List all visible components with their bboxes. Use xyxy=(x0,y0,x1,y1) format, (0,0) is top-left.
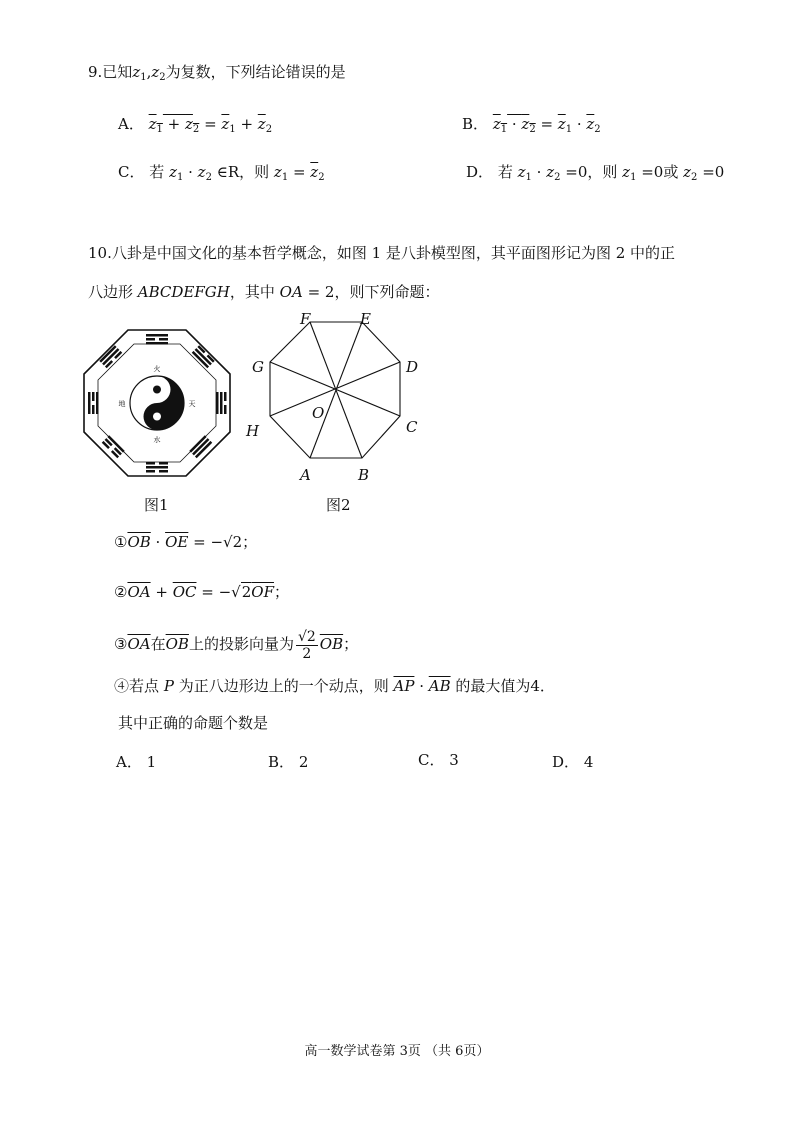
q9-option-d: D． 若 $z_1 \cdot z_2 =0$，则 $z_1 =0$或 $z_2 =0$ xyxy=(466,163,725,183)
proposition-1: $①\overline{OB} \cdot \overline{OE} = -√2$； xyxy=(114,533,258,551)
choice-a: A． 1 xyxy=(116,753,157,771)
q10-stem-line1: 10.八卦是中国文化的基本哲学概念，如图 1 是八卦模型图，其平面图形记为图 2 中的正 xyxy=(88,244,676,262)
q9-stem: 9.已知$z_1,z_2$为复数，下列结论错误的是 xyxy=(88,63,346,83)
svg-text:B: B xyxy=(358,466,370,484)
page-footer: 高一数学试卷第 3页 （共 6页） xyxy=(304,1044,490,1059)
svg-text:G: G xyxy=(252,358,264,376)
figure2-caption: 图2 xyxy=(326,496,351,514)
bagua-figure xyxy=(82,328,232,478)
q9-option-c: C． 若 $z_1 \cdot z_2$ ∈R，则 $z_1 = \overline{z}_2$ xyxy=(118,163,325,183)
svg-text:C: C xyxy=(406,418,418,436)
svg-text:F: F xyxy=(300,310,311,328)
proposition-3: $③\overline{OA}$在$\overline{OB}$上的投影向量为 $\frac{√2}{2}$ $\overline{OB}$； xyxy=(114,628,359,662)
choice-d: D． 4 xyxy=(552,753,594,771)
q10-stem-line2: 八边形 ABCDEFGH，其中 OA = 2，则下列命题： xyxy=(88,283,440,301)
proposition-4: ④若点 P 为正八边形边上的一个动点，则 $\overline{AP} \cdot \overline{AB}$ 的最大值为4． xyxy=(114,677,555,695)
octagon-figure xyxy=(240,306,430,491)
svg-text:D: D xyxy=(406,358,419,376)
choice-b: B． 2 xyxy=(268,753,309,771)
proposition-2: $②\overline{OA} + \overline{OC} = -√2\overline{OF}$； xyxy=(114,583,289,601)
svg-text:E: E xyxy=(360,310,371,328)
question-ask: 其中正确的命题个数是 xyxy=(118,714,269,732)
svg-text:地: 地 xyxy=(118,400,126,408)
svg-text:H: H xyxy=(246,422,260,440)
svg-text:火: 火 xyxy=(153,365,161,373)
choice-c: C． 3 xyxy=(418,751,459,769)
svg-text:A: A xyxy=(300,466,311,484)
yin-yang-icon xyxy=(130,376,184,430)
svg-text:O: O xyxy=(312,404,325,422)
svg-text:天: 天 xyxy=(188,400,196,408)
svg-text:水: 水 xyxy=(153,436,161,444)
octagon-shape xyxy=(270,322,400,458)
figure1-caption: 图1 xyxy=(144,496,169,514)
q9-option-a: A． $z_1 + z_2 = \overline{z}_1 + \overline{z}_2$ xyxy=(118,115,273,135)
q9-option-b: B． $z_1 \cdot z_2 = \overline{z}_1 \cdot \overline{z}_2$ xyxy=(462,115,601,135)
